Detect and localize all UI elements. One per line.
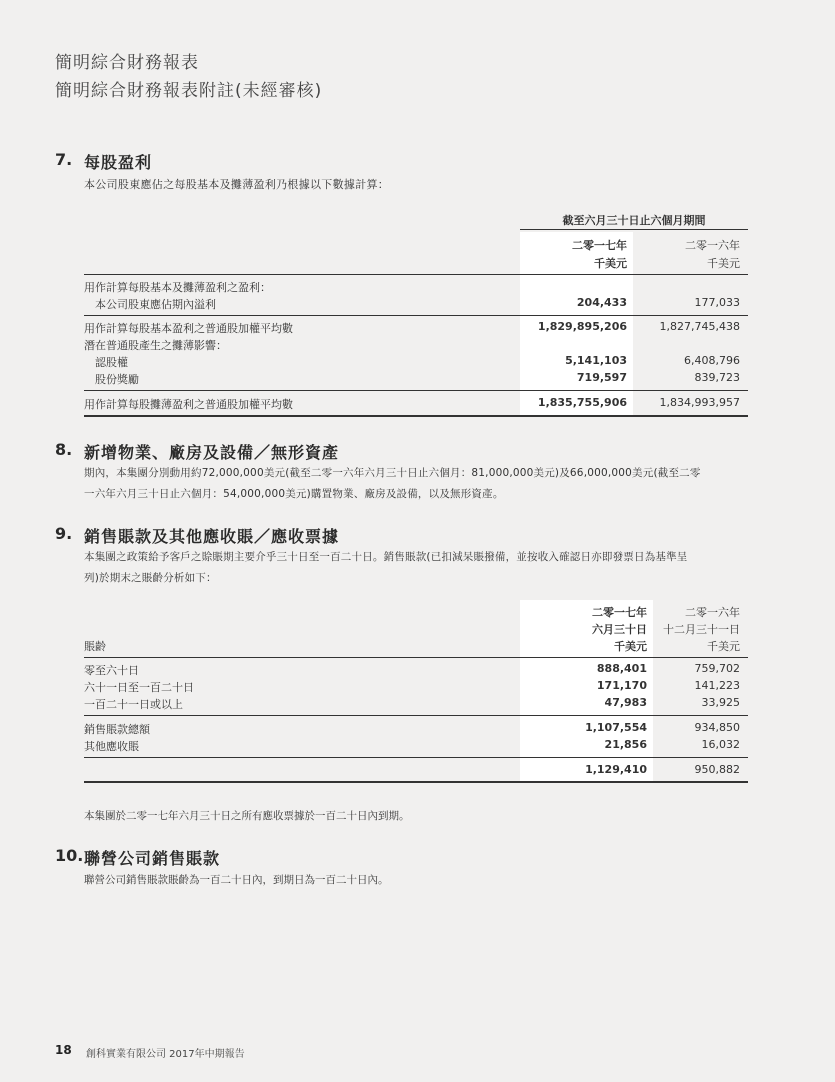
s9-row-rule	[84, 715, 748, 716]
s9-row-label: 六十一日至一百二十日	[84, 681, 194, 694]
s9-row-value-2016: 759,702	[694, 662, 740, 675]
section-9-paragraph-line: 本集團之政策給予客戶之賒賬期主要介乎三十日至一百二十日。銷售賬款(已扣減呆賬撥備，並按收入確認日亦即發票日為基準呈	[84, 551, 688, 563]
s7-row-rule	[84, 390, 748, 391]
s9-row-value-2016: 16,032	[701, 738, 740, 751]
s7-header-rule	[84, 274, 748, 275]
period-header-rule	[520, 229, 748, 230]
section-9-paragraph-line: 列)於期末之賬齡分析如下：	[84, 572, 217, 584]
section-7-title: 每股盈利	[84, 153, 153, 172]
s9-header-rule	[84, 657, 748, 658]
s9-row-label: 銷售賬款總額	[84, 723, 150, 736]
section-10-paragraph: 聯營公司銷售賬款賬齡為一百二十日內，到期日為一百二十日內。	[84, 874, 389, 886]
s7-col1-unit: 千美元	[594, 257, 627, 270]
s7-row-label: 潛在普通股產生之攤薄影響：	[84, 339, 227, 352]
s9-total-2016: 950,882	[694, 763, 740, 776]
s9-col2-line2: 十二月三十一日	[663, 623, 740, 636]
notes-title: 簡明綜合財務報表附註(未經審核)	[55, 81, 323, 101]
s7-row-label: 用作計算每股基本及攤薄盈利之盈利：	[84, 281, 271, 294]
s7-row-label: 股份獎勵	[95, 373, 139, 386]
section-7-number: 7.	[55, 150, 73, 169]
section-10-title: 聯營公司銷售賬款	[84, 849, 221, 868]
s9-col1-line3: 千美元	[614, 640, 647, 653]
s9-row-value-2016: 33,925	[701, 696, 740, 709]
s7-row-value-2017: 1,829,895,206	[537, 320, 627, 333]
section-8-paragraph-line: 期內，本集團分別動用約72,000,000美元(截至二零一六年六月三十日止六個月：81,000,000美元)及66,000,000美元(截至二零	[84, 467, 701, 479]
section-8-title: 新增物業、廠房及設備／無形資產	[84, 443, 340, 462]
s7-row-value-2017: 719,597	[576, 371, 627, 384]
s9-col1-line2: 六月三十日	[592, 623, 647, 636]
s9-row-value-2017: 888,401	[596, 662, 647, 675]
s9-subtotal-rule	[84, 757, 748, 758]
s9-total-2017: 1,129,410	[585, 763, 647, 776]
report-section-title: 簡明綜合財務報表	[55, 53, 199, 73]
s7-row-label: 用作計算每股基本盈利之普通股加權平均數	[84, 322, 293, 335]
s9-row-value-2017: 47,983	[604, 696, 647, 709]
section-7-intro: 本公司股東應佔之每股基本及攤薄盈利乃根據以下數據計算：	[84, 178, 390, 191]
s9-row-value-2016: 934,850	[694, 721, 740, 734]
s9-row-label: 零至六十日	[84, 664, 139, 677]
s7-row-value-2016: 839,723	[694, 371, 740, 384]
s7-row-value-2016: 1,827,745,438	[659, 320, 740, 333]
s7-row-value-2017: 204,433	[576, 296, 627, 309]
bills-receivable-note: 本集團於二零一七年六月三十日之所有應收票據於一百二十日內到期。	[84, 810, 410, 822]
s7-row-label: 用作計算每股攤薄盈利之普通股加權平均數	[84, 398, 293, 411]
s9-col1-line1: 二零一七年	[592, 606, 647, 619]
s7-row-value-2017: 1,835,755,906	[537, 396, 627, 409]
s7-row-value-2016: 6,408,796	[684, 354, 740, 367]
footer-report-name: 創科實業有限公司 2017年中期報告	[86, 1049, 245, 1060]
section-8-number: 8.	[55, 440, 73, 459]
section-10-number: 10.	[55, 846, 84, 865]
s7-row-rule	[84, 315, 748, 316]
period-header: 截至六月三十日止六個月期間	[562, 214, 706, 227]
s7-bottom-rule	[84, 415, 748, 417]
s9-row-value-2017: 171,170	[596, 679, 647, 692]
section-9-number: 9.	[55, 524, 73, 543]
s7-col1-year: 二零一七年	[572, 239, 627, 252]
s7-row-value-2016: 1,834,993,957	[659, 396, 740, 409]
s9-col2-line3: 千美元	[707, 640, 740, 653]
s7-col2-year: 二零一六年	[685, 239, 740, 252]
s9-row-label: 其他應收賬	[84, 740, 139, 753]
s9-row-label: 一百二十一日或以上	[84, 698, 183, 711]
s7-row-value-2016: 177,033	[694, 296, 740, 309]
s9-row-value-2017: 1,107,554	[585, 721, 647, 734]
s9-col2-line1: 二零一六年	[685, 606, 740, 619]
s7-row-value-2017: 5,141,103	[565, 354, 627, 367]
s9-row-value-2017: 21,856	[604, 738, 647, 751]
s7-row-label: 本公司股東應佔期內溢利	[95, 298, 216, 311]
section-8-paragraph-line: 一六年六月三十日止六個月：54,000,000美元)購置物業、廠房及設備，以及無形資產。	[84, 488, 504, 500]
page-number: 18	[55, 1043, 72, 1057]
s9-row-value-2016: 141,223	[694, 679, 740, 692]
section-9-title: 銷售賬款及其他應收賬／應收票據	[84, 527, 340, 546]
s7-col2-unit: 千美元	[707, 257, 740, 270]
s7-row-label: 認股權	[95, 356, 128, 369]
s9-bottom-rule	[84, 781, 748, 783]
aging-column-label: 賬齡	[84, 640, 106, 653]
